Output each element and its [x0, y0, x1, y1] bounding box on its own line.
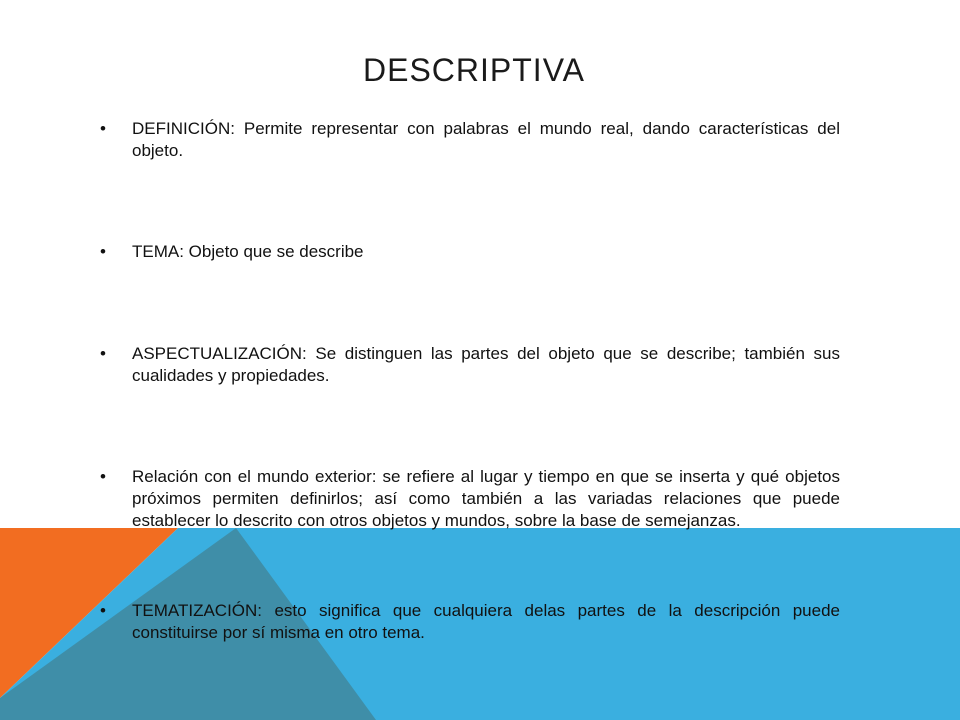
bullet-text-aspectualizacion: ASPECTUALIZACIÓN: Se distinguen las partes del objeto que se describe; también sus cualidades y propiedades. — [132, 344, 840, 385]
bullet-dot: • — [100, 242, 106, 261]
bullet-tematizacion — [100, 600, 840, 644]
bullet-text-relacion: Relación con el mundo exterior: se refiere al lugar y tiempo en que se inserta y qué objetos próximos permiten definirlos; así como también a las variadas relaciones que puede establecer lo descrito con otros objetos y mundos, sobre la base de semejanzas. — [132, 467, 840, 530]
bullet-text-definicion: DEFINICIÓN: Permite representar con palabras el mundo real, dando características del objeto. — [132, 119, 840, 160]
slide-title: DESCRIPTIVA — [363, 52, 585, 88]
bullet-text-tema: TEMA: Objeto que se describe — [132, 242, 364, 261]
bullet-relacion — [100, 466, 840, 532]
bullet-tema — [100, 241, 840, 263]
bullet-dot: • — [100, 601, 106, 620]
bullet-dot: • — [100, 467, 106, 486]
bullet-text-tematizacion: TEMATIZACIÓN: esto significa que cualquiera delas partes de la descripción puede constituirse por sí misma en otro tema. — [132, 601, 840, 642]
bullet-aspectualizacion — [100, 343, 840, 387]
bullet-dot: • — [100, 344, 106, 363]
bullet-definicion — [100, 118, 840, 162]
bullet-dot: • — [100, 119, 106, 138]
